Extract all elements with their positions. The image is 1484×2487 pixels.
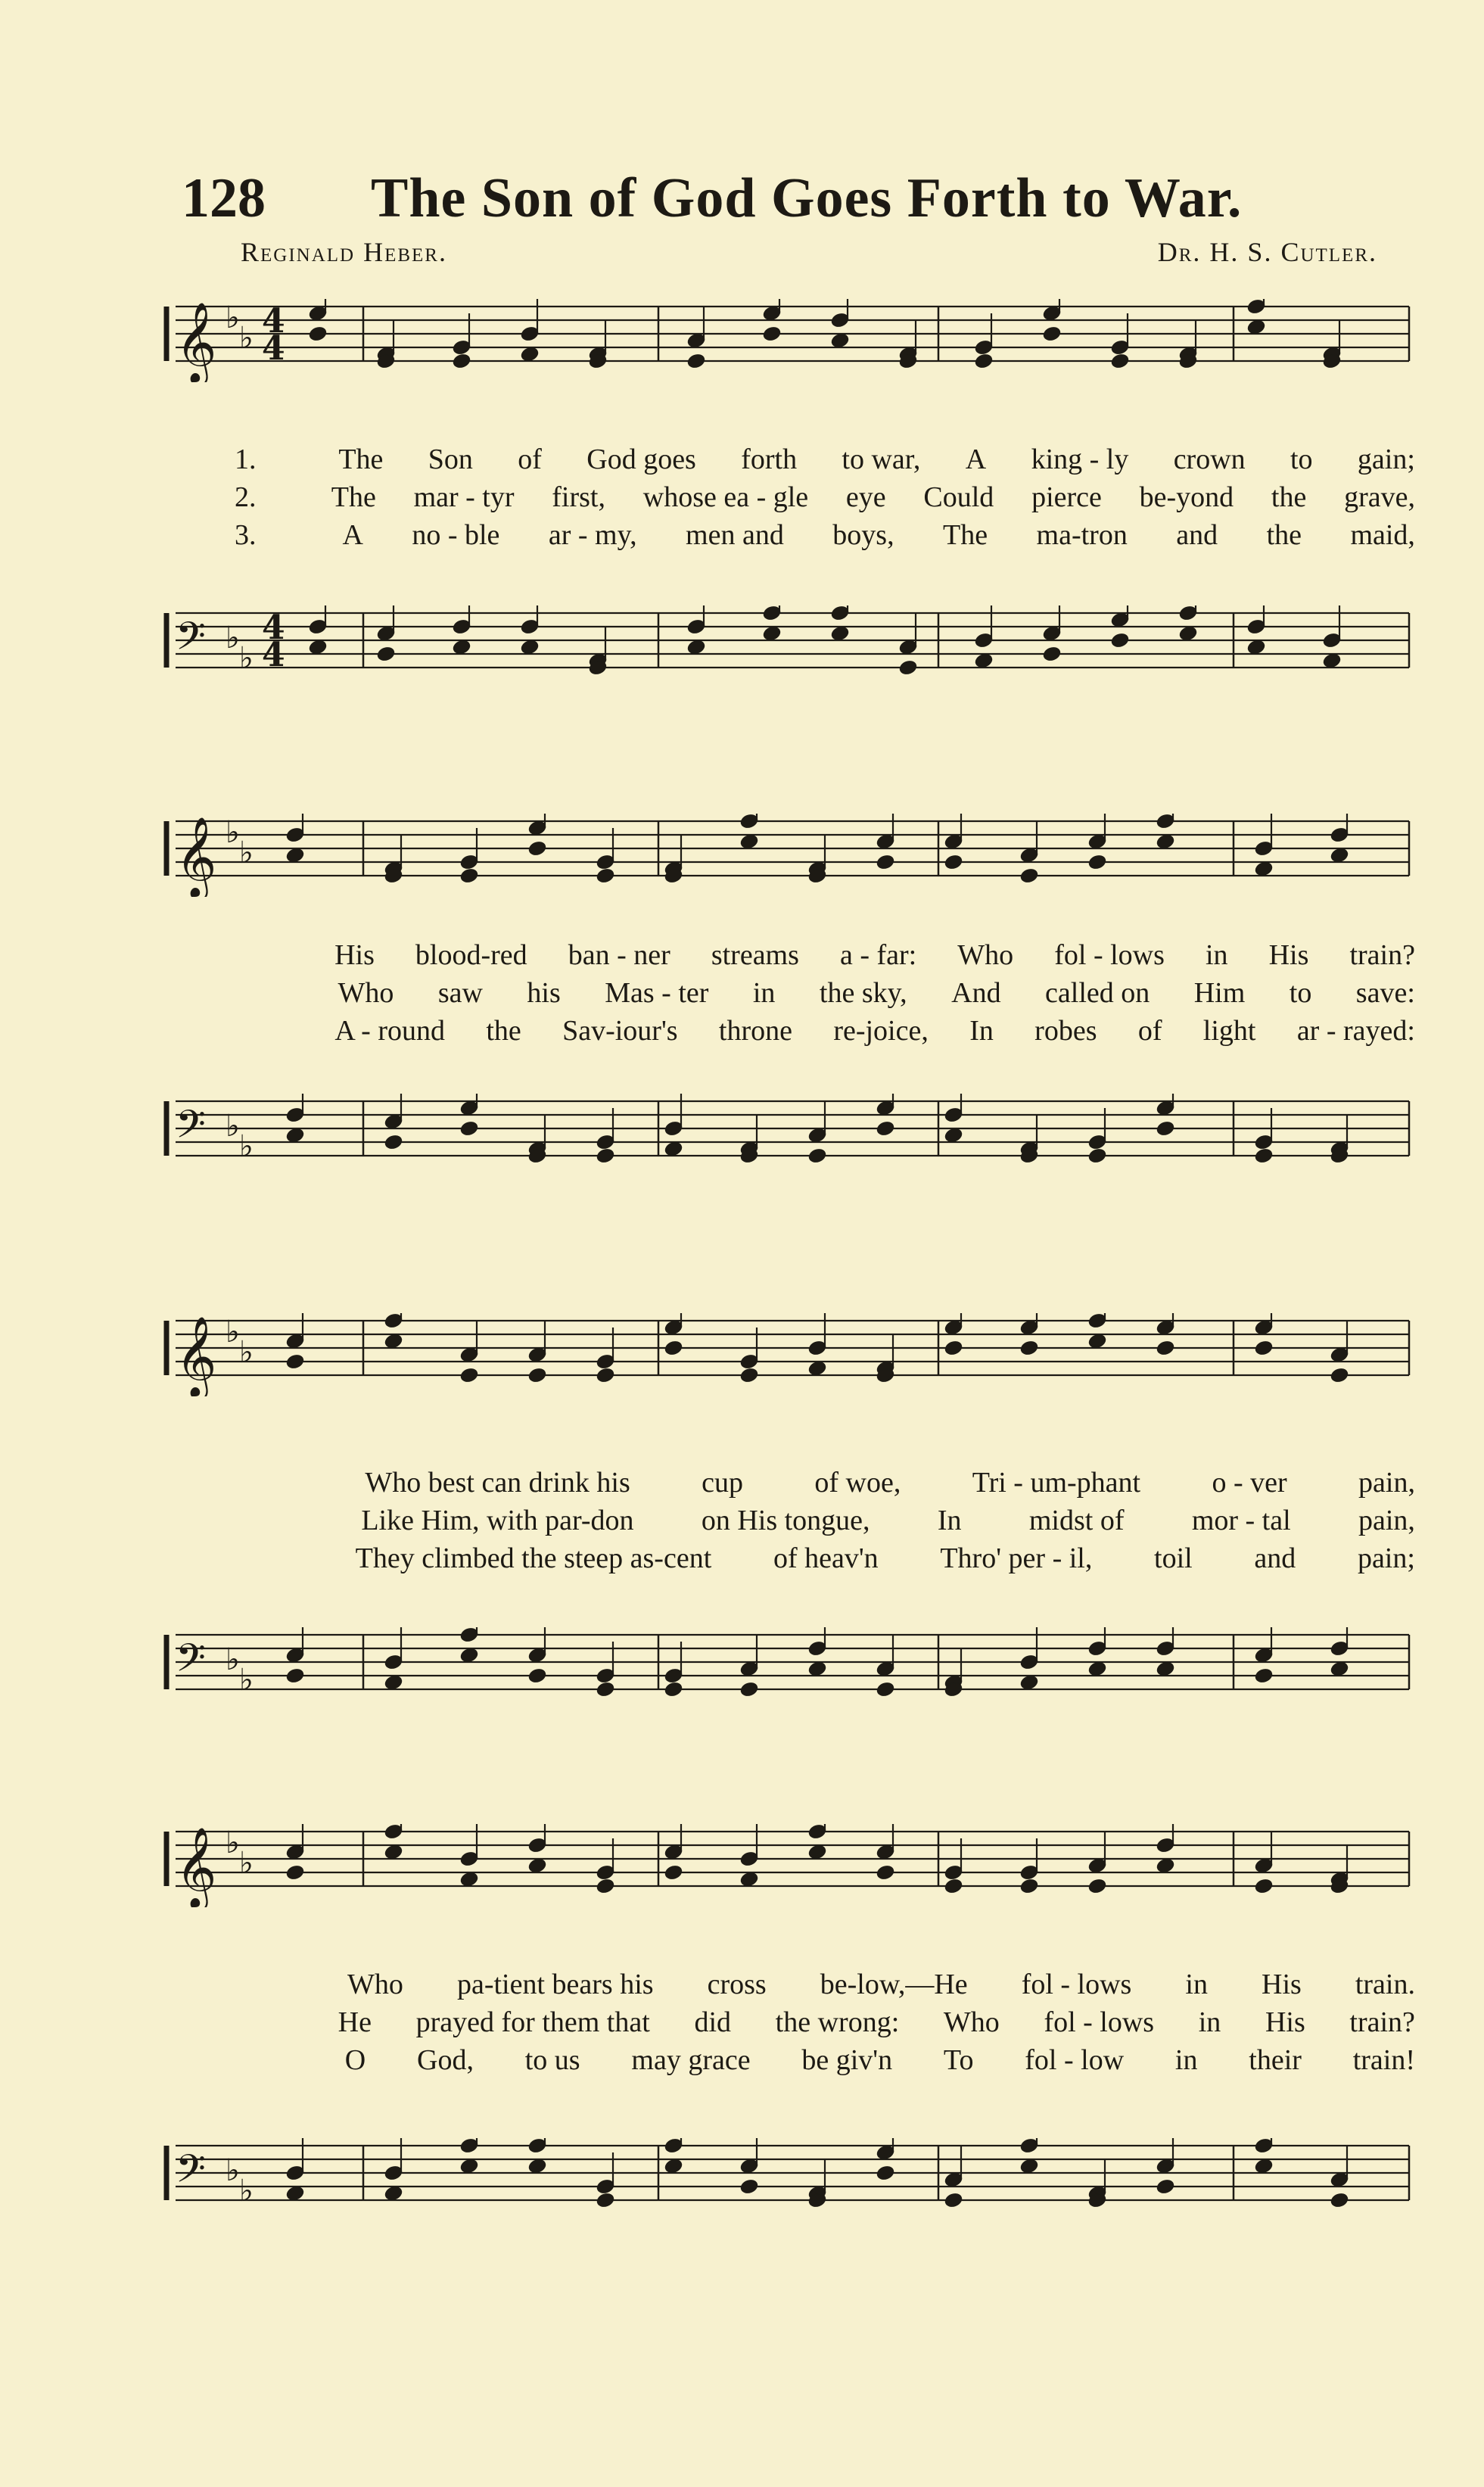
lyric-word: be-low,—He [820,1969,968,2000]
lyric-word: to [1289,977,1312,1009]
verse-number [235,976,294,1014]
lyric-word: fol - lows [1021,1969,1132,2000]
notehead [944,1878,963,1895]
lyric-word: o - ver [1212,1467,1287,1499]
bass-clef-icon: 𝄢 [176,1101,206,1156]
notehead [285,1864,305,1882]
lyric-word: the [1266,519,1302,551]
bass-clef-icon: 𝄢 [176,2146,206,2201]
notehead [520,639,540,656]
notehead [739,1871,759,1888]
notehead [459,1120,479,1138]
lyric-word: their [1249,2044,1302,2076]
notehead [1156,833,1175,851]
lyric-word: crown [1173,444,1246,475]
bass-staff-1 [0,605,1484,689]
lyric-word: The [338,444,384,475]
lyric-word: toil [1154,1542,1193,1574]
lyric-word: and [1254,1542,1296,1574]
flat-icon: ♭ [239,2174,254,2208]
notehead [1087,854,1107,871]
flat-icon: ♭ [226,1109,240,1144]
lyric-word: whose ea - gle [642,481,809,513]
lyric-word: Who best can drink his [365,1467,630,1499]
notehead [664,1864,683,1882]
lyric-word: his [527,977,561,1009]
lyric-word: pain, [1358,1467,1415,1499]
notehead [1042,646,1062,663]
lyric-word: men and [686,519,784,551]
notehead [1156,1857,1175,1875]
lyric-line-verse-3 [235,2043,1415,2081]
lyric-word: no - ble [412,519,500,551]
notehead [830,332,850,350]
notehead [527,2158,547,2175]
lyric-word: be-yond [1139,481,1234,513]
lyric-word: to war, [842,444,921,475]
hymn-number: 128 [182,167,266,229]
notehead [1330,847,1349,864]
verse-number [235,1542,294,1580]
lyric-word: O [344,2044,366,2076]
lyric-word: a - far: [839,939,917,971]
lyric-line-verse-3 [235,518,1415,556]
flat-icon: ♭ [239,836,254,870]
lyrics-block-4 [235,1968,1415,2081]
lyric-word: of woe, [814,1467,901,1499]
lyric-word: Son [428,444,473,475]
lyric-word: mor - tal [1191,1505,1291,1536]
lyric-word: grave, [1344,481,1415,513]
staff-lines [176,613,1409,668]
notehead [944,854,963,871]
lyric-word: In [937,1505,962,1536]
lyric-word: in [752,977,776,1009]
notehead [898,659,918,677]
lyric-word: eye [845,481,886,513]
verse-number [235,1466,294,1504]
time-signature-digit: 4 [262,329,285,368]
lyric-word: In [969,1015,994,1047]
staff-lines [176,1832,1409,1886]
lyric-word: Him [1193,977,1246,1009]
notehead [452,353,471,370]
notehead [596,1367,615,1384]
notehead [1156,1120,1175,1138]
notehead [807,1844,827,1861]
notehead [664,1681,683,1698]
notehead [974,353,994,370]
bass-staff-4 [0,2138,1484,2221]
lyric-word: fol - lows [1044,2006,1155,2038]
lyric-word: cross [707,1969,767,2000]
lyrics-block-1 [235,443,1415,556]
lyric-line-verse-2 [235,1504,1415,1542]
lyric-line-verse-3 [235,1014,1415,1052]
lyric-word: His [334,939,375,971]
lyric-word: and [1176,519,1218,551]
notehead [308,325,328,343]
time-signature-digit: 4 [262,609,285,647]
notehead [459,1647,479,1664]
lyric-word: ma-tron [1036,519,1128,551]
lyric-word: streams [711,939,799,971]
lyric-word: to [1290,444,1313,475]
treble-clef-icon: 𝄞 [176,1826,217,1907]
notehead [1254,861,1274,878]
staff-lines [176,2146,1409,2200]
notehead [739,1367,759,1384]
lyric-word: saw [437,977,483,1009]
notehead [1019,1674,1039,1692]
treble-staff-3 [0,1313,1484,1396]
notehead [1156,1661,1175,1678]
bass-staff-2 [0,1094,1484,1177]
lyric-line-verse-3 [235,1542,1415,1580]
lyric-word: fol - lows [1054,939,1165,971]
notehead [762,325,782,343]
lyric-word: cup [702,1467,743,1499]
notehead [1019,1878,1039,1895]
lyric-word: pierce [1031,481,1102,513]
lyric-word: His [1268,939,1309,971]
notehead [664,1141,683,1158]
lyric-word: forth [741,444,798,475]
lyric-word: Mas - ter [605,977,709,1009]
lyric-word: The [943,519,988,551]
lyric-line-verse-1 [235,1968,1415,2006]
lyric-word: the sky, [819,977,907,1009]
lyric-word: of [1137,1015,1162,1047]
lyric-line-verse-1 [235,938,1415,976]
lyric-word: God goes [586,444,696,475]
staff-lines [176,1101,1409,1156]
verse-number [235,1504,294,1542]
lyric-word: fol - low [1025,2044,1125,2076]
verse-number: 2. [235,481,257,513]
notehead [1330,2192,1349,2209]
notehead [1042,325,1062,343]
lyric-word: pain, [1358,1505,1415,1536]
lyric-word: may grace [631,2044,751,2076]
lyric-word: ar - my, [548,519,637,551]
lyric-word: Thro' per - il, [940,1542,1093,1574]
lyric-line-verse-2 [235,2006,1415,2043]
notehead [1087,1147,1107,1165]
flat-icon: ♭ [239,1663,254,1698]
lyric-word: re-joice, [833,1015,929,1047]
lyric-word: robes [1034,1015,1097,1047]
lyric-word: Like Him, with par-don [361,1505,634,1536]
time-signature-digit: 4 [262,302,285,341]
notehead [1019,2158,1039,2175]
notehead [762,625,782,643]
lyric-word: A [342,519,363,551]
verse-number [235,2006,294,2043]
notehead [830,625,850,643]
lyric-word: Tri - um-phant [972,1467,1141,1499]
flat-icon: ♭ [226,1642,240,1677]
flat-icon: ♭ [226,2153,240,2188]
lyric-word: in [1205,939,1228,971]
notehead [596,1878,615,1895]
notehead [520,346,540,363]
notehead [1322,652,1342,670]
notehead [1087,1661,1107,1678]
notehead [384,1134,403,1151]
verse-number [235,2043,294,2081]
notehead [944,1340,963,1357]
bass-clef-icon: 𝄢 [176,1635,206,1690]
notehead [807,1661,827,1678]
lyrics-block-3 [235,1466,1415,1580]
notehead [1156,1340,1175,1357]
flat-icon: ♭ [239,1846,254,1881]
lyric-word: mar - tyr [413,481,515,513]
lyric-word: in [1198,2006,1221,2038]
lyric-word: The [331,481,376,513]
flat-icon: ♭ [239,1129,254,1164]
treble-clef-icon: 𝄞 [176,301,217,382]
lyric-word: first, [552,481,605,513]
lyric-word: A - round [334,1015,445,1047]
lyric-word: ar - rayed: [1296,1015,1415,1047]
lyric-word: They climbed the steep as-cent [355,1542,712,1574]
lyric-word: king - ly [1031,444,1129,475]
lyric-word: train? [1349,2006,1415,2038]
verse-number [235,938,294,976]
flat-icon: ♭ [239,1335,254,1370]
notehead [1254,2158,1274,2175]
notehead [1178,625,1198,643]
lyric-word: of [518,444,542,475]
lyric-word: be giv'n [801,2044,893,2076]
notehead [944,2192,963,2209]
flat-icon: ♭ [226,815,240,850]
lyric-word: pain; [1357,1542,1415,1574]
notehead [596,1681,615,1698]
flat-icon: ♭ [239,641,254,676]
lyric-line-verse-2 [235,481,1415,518]
notehead [686,639,706,656]
notehead [739,2178,759,2196]
notehead [1019,867,1039,885]
lyric-word: He [338,2006,372,2038]
verse-number [235,1968,294,2006]
lyric-word: ban - ner [568,939,670,971]
time-signature-digit: 4 [262,636,285,674]
notehead [527,1857,547,1875]
notehead [664,1340,683,1357]
lyric-word: Who [957,939,1014,971]
lyric-word: the [1271,481,1307,513]
notehead [1330,1661,1349,1678]
notehead [459,1871,479,1888]
lyric-word: His [1262,1969,1302,2000]
staff-lines [176,307,1409,361]
flat-icon: ♭ [226,1315,240,1349]
lyric-word: Sav-iour's [562,1015,678,1047]
notehead [459,2158,479,2175]
lyric-word: called on [1045,977,1150,1009]
lyric-word: midst of [1028,1505,1125,1536]
lyric-word: train. [1355,1969,1415,2000]
composer-credit: Dr. H. S. Cutler. [1157,237,1377,267]
flat-icon: ♭ [239,321,254,356]
lyric-word: in [1174,2044,1198,2076]
notehead [527,1667,547,1685]
staff-lines [176,821,1409,876]
verse-number: 3. [235,519,257,551]
notehead [1110,632,1130,649]
notehead [596,1147,615,1165]
lyric-word: the wrong: [775,2006,900,2038]
notehead [1254,1340,1274,1357]
notehead [686,353,706,370]
verse-number [235,1014,294,1052]
notehead [384,2185,403,2202]
notehead [876,1120,895,1138]
lyric-word: His [1265,2006,1305,2038]
notehead [596,2192,615,2209]
lyric-word: maid, [1350,519,1415,551]
notehead [1254,1878,1274,1895]
notehead [1019,1340,1039,1357]
hymn-title: The Son of God Goes Forth to War. [371,167,1243,229]
notehead [664,2158,683,2175]
lyric-line-verse-2 [235,976,1415,1014]
notehead [1087,1878,1107,1895]
lyric-word: of heav'n [773,1542,879,1574]
notehead [807,1360,827,1377]
lyric-word: Who [347,1969,403,2000]
notehead [944,1127,963,1144]
notehead [596,867,615,885]
notehead [974,652,994,670]
notehead [1156,2178,1175,2196]
notehead [1110,353,1130,370]
notehead [876,854,895,871]
lyric-word: blood-red [415,939,527,971]
notehead [459,867,479,885]
lyric-word: train? [1349,939,1415,971]
treble-staff-1 [0,299,1484,382]
notehead [1246,639,1266,656]
notehead [1254,1147,1274,1165]
lyrics-block-2 [235,938,1415,1052]
notehead [739,1681,759,1698]
lyric-word: light [1202,1015,1256,1047]
notehead [527,1367,547,1384]
lyric-word: did [694,2006,732,2038]
flat-icon: ♭ [226,300,240,335]
treble-clef-icon: 𝄞 [176,1315,217,1396]
lyric-word: gain; [1357,444,1415,475]
notehead [285,1127,305,1144]
lyric-word: Who [943,2006,1000,2038]
notehead [285,847,305,864]
lyric-word: A [965,444,987,475]
lyric-word: on His tongue, [701,1505,870,1536]
notehead [376,646,396,663]
notehead [452,639,471,656]
notehead [876,1681,895,1698]
lyric-word: God, [417,2044,474,2076]
lyric-line-verse-1 [235,1466,1415,1504]
bass-staff-3 [0,1627,1484,1710]
bass-clef-icon: 𝄢 [176,613,206,668]
notehead [308,639,328,656]
notehead [1087,1333,1107,1350]
notehead [384,1674,403,1692]
notehead [876,2165,895,2182]
notehead [459,1367,479,1384]
notehead [384,1844,403,1861]
lyric-word: To [943,2044,974,2076]
staff-lines [176,1635,1409,1689]
author-credit: Reginald Heber. [241,237,447,267]
lyric-word: throne [718,1015,792,1047]
notehead [1330,1367,1349,1384]
notehead [285,1353,305,1371]
lyric-word: save: [1355,977,1415,1009]
lyric-word: train! [1352,2044,1415,2076]
treble-staff-2 [0,814,1484,897]
staff-lines [176,1321,1409,1375]
lyric-word: in [1185,1969,1208,2000]
lyric-word: boys, [832,519,894,551]
lyric-word: And [951,977,1001,1009]
notehead [285,2185,305,2202]
notehead [527,840,547,858]
verse-number: 1. [235,444,257,475]
notehead [807,1147,827,1165]
treble-clef-icon: 𝄞 [176,816,217,897]
notehead [285,1667,305,1685]
flat-icon: ♭ [226,1826,240,1860]
notehead [739,833,759,851]
notehead [876,1864,895,1882]
lyric-line-verse-1 [235,443,1415,481]
lyric-word: Who [338,977,394,1009]
treble-staff-4 [0,1824,1484,1907]
flat-icon: ♭ [226,621,240,655]
lyric-word: prayed for them that [415,2006,650,2038]
lyric-word: the [486,1015,521,1047]
notehead [1254,1667,1274,1685]
lyric-word: to us [524,2044,580,2076]
lyric-word: pa-tient bears his [456,1969,654,2000]
notehead [1246,319,1266,336]
lyric-word: Could [923,481,994,513]
notehead [384,1333,403,1350]
